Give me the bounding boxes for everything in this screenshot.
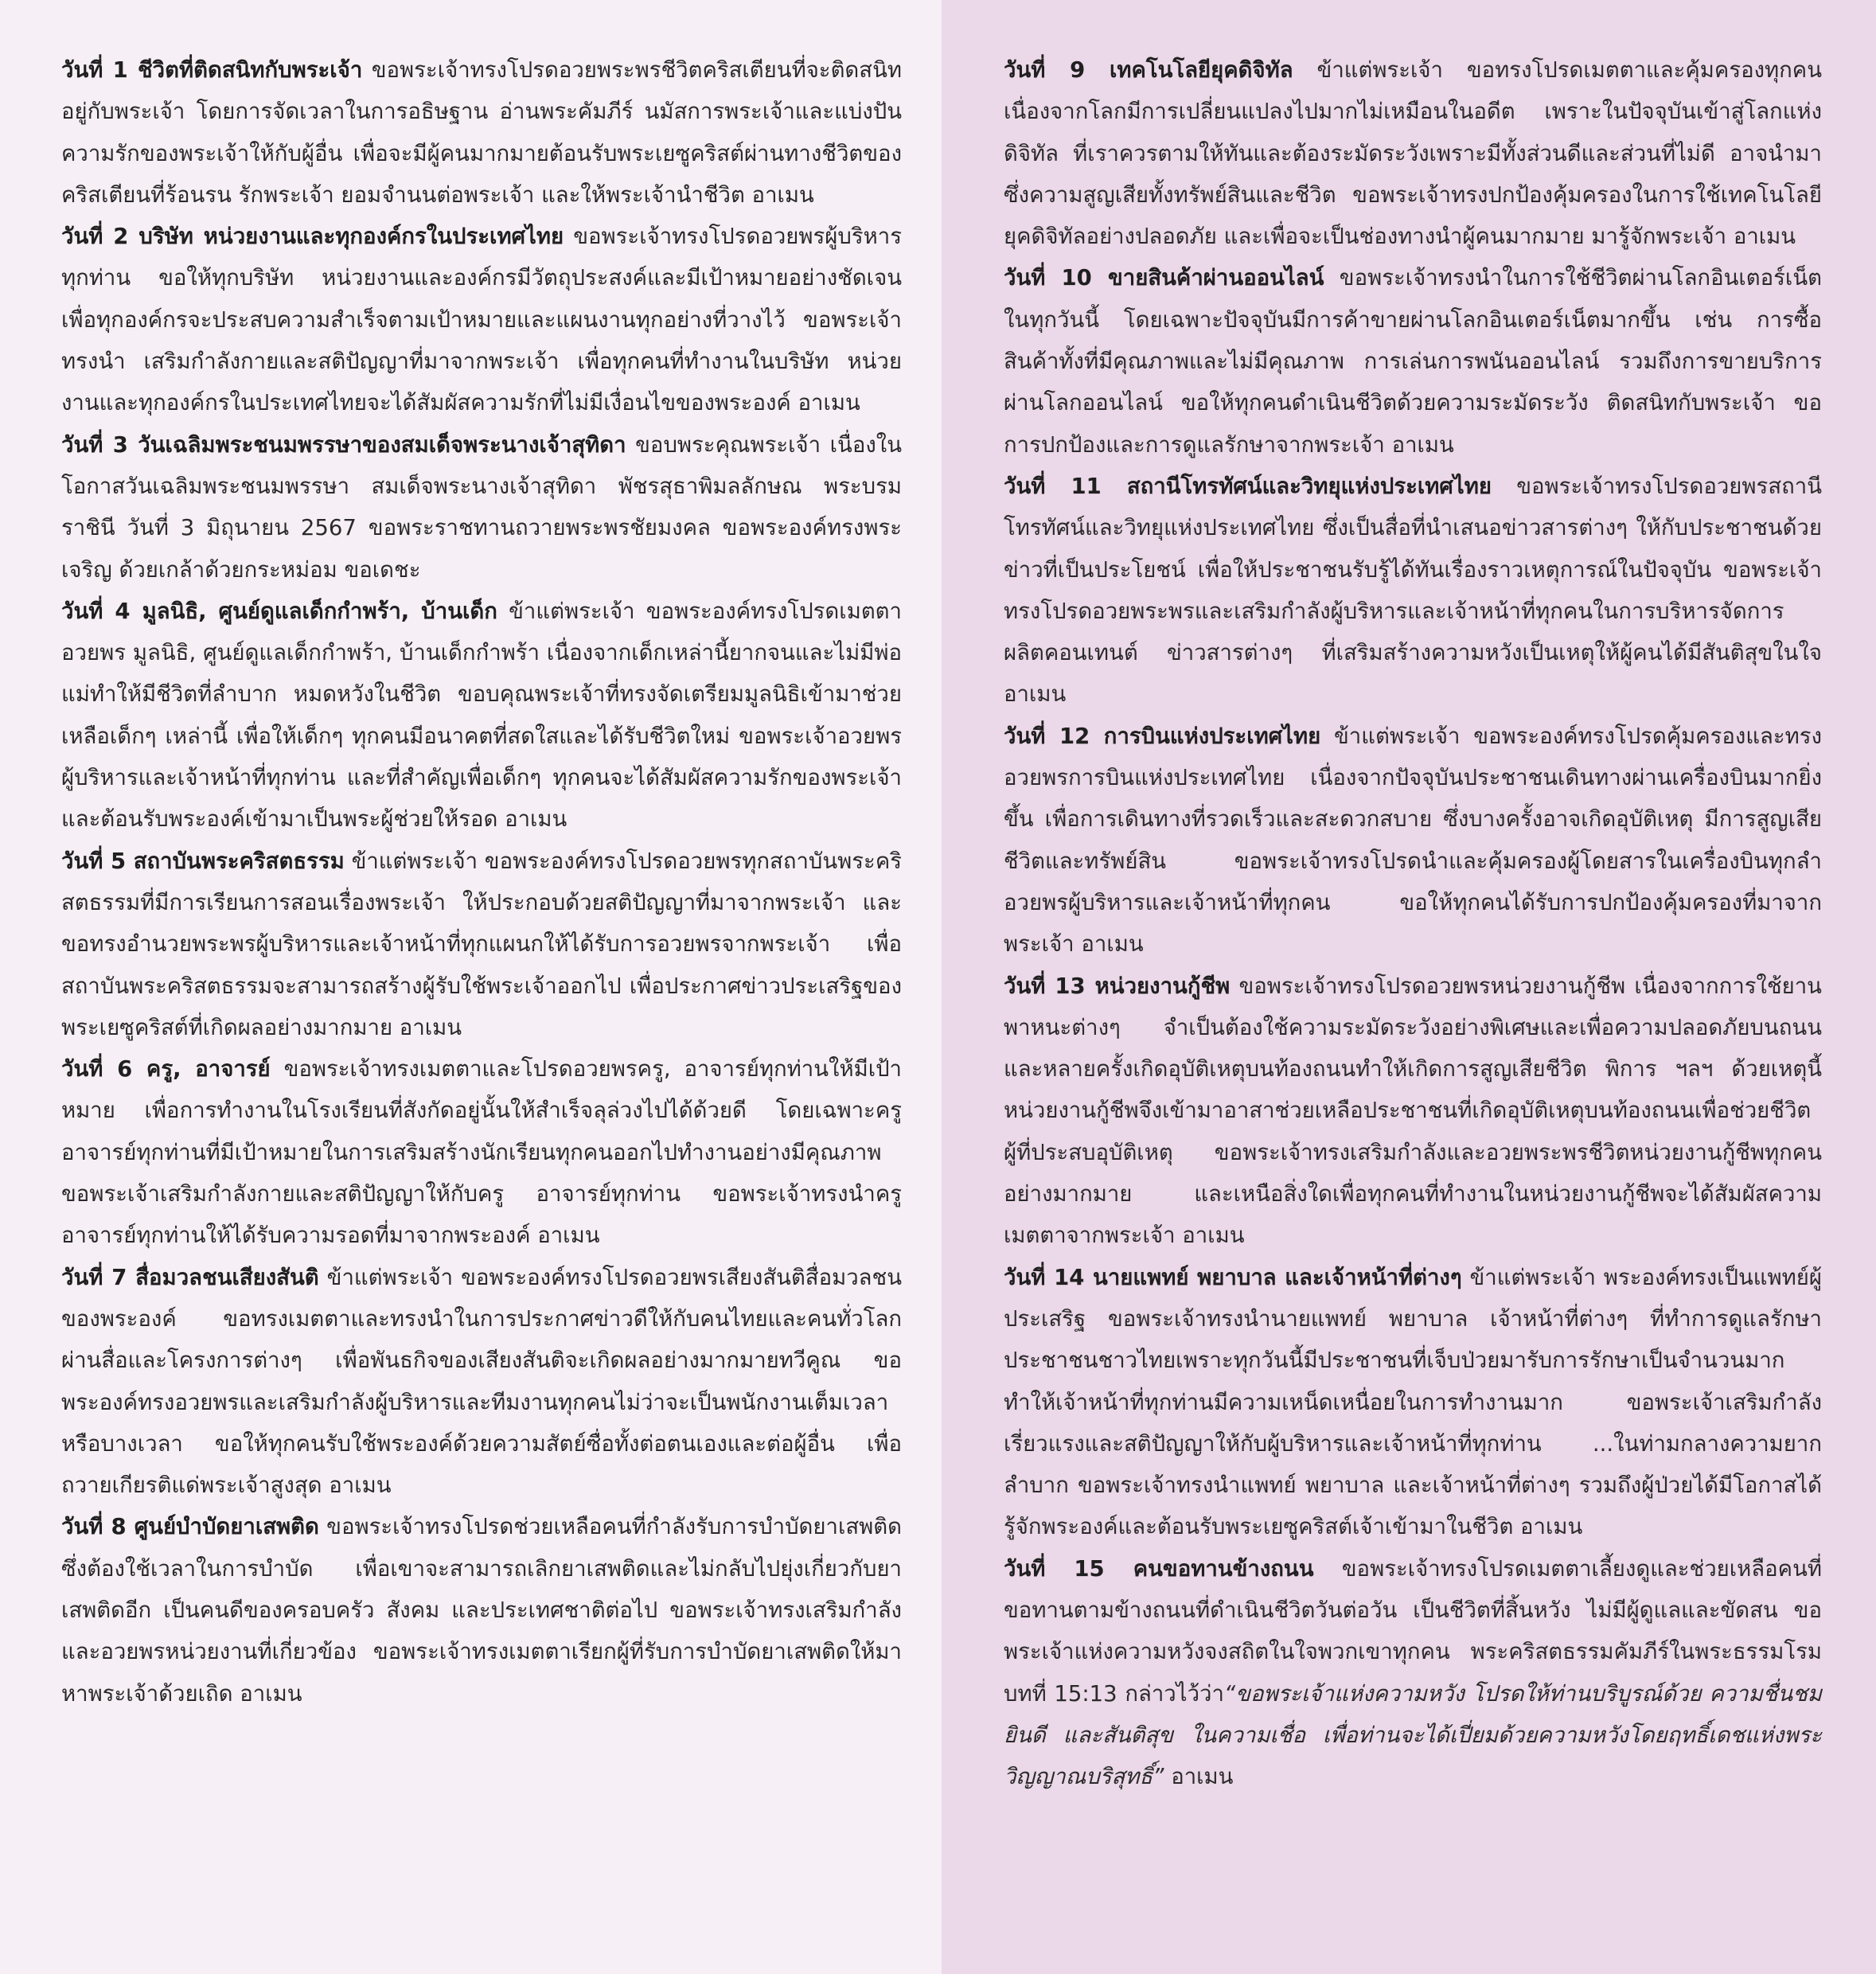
- day-text: ขอพระเจ้าทรงโปรดอวยพระพรชีวิตคริสเตียนที่จะติดสนิทอยู่กับพระเจ้า โดยการจัดเวลาในการอธิษฐาน อ่านพระคัมภีร์ นมัสการพระเจ้าและแบ่งปันความรักของพระเจ้าให้กับผู้อื่น เพื่อจะมีผู้คนมากมายต้อนรับพระเยซูคริสต์ผ่านทางชีวิตของคริสเตียนที่ร้อนรน รักพระเจ้า ยอมจำนนต่อพระเจ้า และให้พระเจ้านำชีวิต อาเมน: [61, 57, 903, 208]
- day-text: ขอบพระคุณพระเจ้า เนื่องในโอกาสวันเฉลิมพระชนมพรรษา สมเด็จพระนางเจ้าสุทิดา พัชรสุธาพิมลลักษณ พระบรมราชินี วันที่ 3 มิถุนายน 2567 ขอพระราชทานถวายพระพรชัยมงคล ขอพระองค์ทรงพระเจริญ ด้วยเกล้าด้วยกระหม่อม ขอเดชะ: [61, 431, 902, 583]
- day-text: ขอพระเจ้าทรงโปรดอวยพรผู้บริหารทุกท่าน ขอให้ทุกบริษัท หน่วยงานและองค์กรมีวัตถุประสงค์และมีเป้าหมายอย่างชัดเจน เพื่อทุกองค์กรจะประสบความสำเร็จตามเป้าหมายและแผนงานทุกอย่างที่วางไว้ ขอพระเจ้าทรงนำ เสริมกำลังกายและสติปัญญาที่มาจากพระเจ้า เพื่อทุกคนที่ทำงานในบริษัท หน่วยงานและทุกองค์กรในประเทศไทยจะได้สัมผัสความรักที่ไม่มีเงื่อนไขของพระองค์ อาเมน: [61, 224, 902, 416]
- day-heading: วันที่ 15 คนขอทานข้างถนน: [1004, 1555, 1314, 1582]
- day-text: ข้าแต่พระเจ้า ขอพระองค์ทรงโปรดอวยพรเสียงสันติสื่อมวลชนของพระองค์ ขอทรงเมตตาและทรงนำในการประกาศข่าวดีให้กับคนไทยและคนทั่วโลกผ่านสื่อและโครงการต่างๆ เพื่อพันธกิจของเสียงสันติจะเกิดผลอย่างมากมายทวีคูณ ขอพระองค์ทรงอวยพรและเสริมกำลังผู้บริหารและทีมงานทุกคนไม่ว่าจะเป็นพนักงานเต็มเวลาหรือบางเวลา ขอให้ทุกคนรับใช้พระองค์ด้วยความสัตย์ซื่อทั้งต่อตนเองและต่อผู้อื่น เพื่อถวายเกียรติแด่พระเจ้าสูงสุด อาเมน: [61, 1264, 902, 1499]
- day-closing: อาเมน: [1171, 1764, 1234, 1790]
- day-heading: วันที่ 5 สถาบันพระคริสตธรรม: [61, 848, 345, 874]
- day-heading: วันที่ 3 วันเฉลิมพระชนมพรรษาของสมเด็จพระนางเจ้าสุทิดา: [61, 431, 626, 458]
- prayer-entry-day-9: [1004, 49, 1822, 257]
- prayer-entry-day-11: [1004, 466, 1822, 716]
- prayer-entry-day-4: [61, 591, 902, 841]
- prayer-entry-day-3: [61, 424, 902, 591]
- day-text: ข้าแต่พระเจ้า พระองค์ทรงเป็นแพทย์ผู้ประเสริฐ ขอพระเจ้าทรงนำนายแพทย์ พยาบาล เจ้าหน้าที่ต่างๆ ที่ทำการดูแลรักษาประชาชนชาวไทยเพราะทุกวันนี้มีประชาชนที่เจ็บป่วยมารับการรักษาเป็นจำนวนมาก ทำให้เจ้าหน้าที่ทุกท่านมีความเหน็ดเหนื่อยในการทำงานมาก ขอพระเจ้าเสริมกำลังเรี่ยวแรงและสติปัญญาให้กับผู้บริหารและเจ้าหน้าที่ทุกท่าน ...ในท่ามกลางความยากลำบาก ขอพระเจ้าทรงนำแพทย์ พยาบาล และเจ้าหน้าที่ต่างๆ รวมถึงผู้ป่วยได้มีโอกาสได้รู้จักพระองค์และต้อนรับพระเยซูคริสต์เจ้าเข้ามาในชีวิต อาเมน: [1004, 1264, 1822, 1540]
- day-text: ขอพระเจ้าทรงโปรดเมตตาเลี้ยงดูและช่วยเหลือคนที่ขอทานตามข้างถนนที่ดำเนินชีวิตวันต่อวัน เป็นชีวิตที่สิ้นหวัง ไม่มีผู้ดูแลและขัดสน ขอพระเจ้าแห่งความหวังจงสถิตในใจพวกเขาทุกคน พระคริสตธรรมคัมภีร์ในพระธรรมโรม บทที่ 15:13 กล่าวไว้ว่า: [1004, 1555, 1822, 1707]
- day-heading: วันที่ 14 นายแพทย์ พยาบาล และเจ้าหน้าที่ต่างๆ: [1004, 1264, 1462, 1290]
- day-heading: วันที่ 8 ศูนย์บำบัดยาเสพติด: [61, 1514, 319, 1540]
- day-heading: วันที่ 1 ชีวิตที่ติดสนิทกับพระเจ้า: [61, 57, 363, 83]
- day-text: ข้าแต่พระเจ้า ขอทรงโปรดเมตตาและคุ้มครองทุกคนเนื่องจากโลกมีการเปลี่ยนแปลงไปมากไม่เหมือนในอดีต เพราะในปัจจุบันเข้าสู่โลกแห่งดิจิทัล ที่เราควรตามให้ทันและต้องระมัดระวังเพราะมีทั้งส่วนดีและส่วนที่ไม่ดี อาจนำมาซึ่งความสูญเสียทั้งทรัพย์สินและชีวิต ขอพระเจ้าทรงปกป้องคุ้มครองในการใช้เทคโนโลยียุคดิจิทัลอย่างปลอดภัย และเพื่อจะเป็นช่องทางนำผู้คนมากมาย มารู้จักพระเจ้า อาเมน: [1004, 57, 1823, 250]
- prayer-entry-day-10: [1004, 257, 1822, 465]
- prayer-entry-day-8: [61, 1506, 902, 1714]
- day-text: ขอพระเจ้าทรงนำในการใช้ชีวิตผ่านโลกอินเตอร์เน็ตในทุกวันนี้ โดยเฉพาะปัจจุบันมีการค้าขายผ่านโลกอินเตอร์เน็ตมากขึ้น เช่น การซื้อสินค้าทั้งที่มีคุณภาพและไม่มีคุณภาพ การเล่นการพนันออนไลน์ รวมถึงการขายบริการผ่านโลกออนไลน์ ขอให้ทุกคนดำเนินชีวิตด้วยความระมัดระวัง ติดสนิทกับพระเจ้า ขอการปกป้องและการดูแลรักษาจากพระเจ้า อาเมน: [1004, 265, 1822, 458]
- prayer-entry-day-2: [61, 216, 902, 423]
- day-heading: วันที่ 10 ขายสินค้าผ่านออนไลน์: [1004, 265, 1324, 291]
- day-text: ขอพระเจ้าทรงโปรดอวยพรหน่วยงานกู้ชีพ เนื่องจากการใช้ยานพาหนะต่างๆ จำเป็นต้องใช้ความระมัดระวังอย่างพิเศษและเพื่อความปลอดภัยบนถนน และหลายครั้งเกิดอุบัติเหตุบนท้องถนนทำให้เกิดการสูญเสียชีวิต พิการ ฯลฯ ด้วยเหตุนี้ หน่วยงานกู้ชีพจึงเข้ามาอาสาช่วยเหลือประชาชนที่เกิดอุบัติเหตุบนท้องถนนเพื่อช่วยชีวิตผู้ที่ประสบอุบัติเหตุ ขอพระเจ้าทรงเสริมกำลังและอวยพระพรชีวิตหน่วยงานกู้ชีพทุกคนอย่างมากมาย และเหนือสิ่งใดเพื่อทุกคนที่ทำงานในหน่วยงานกู้ชีพจะได้สัมผัสความเมตตาจากพระเจ้า อาเมน: [1004, 973, 1822, 1249]
- day-text: ขอพระเจ้าทรงโปรดช่วยเหลือคนที่กำลังรับการบำบัดยาเสพติด ซึ่งต้องใช้เวลาในการบำบัด เพื่อเขาจะสามารถเลิกยาเสพติดและไม่กลับไปยุ่งเกี่ยวกับยาเสพติดอีก เป็นคนดีของครอบครัว สังคม และประเทศชาติต่อไป ขอพระเจ้าทรงเสริมกำลังและอวยพรหน่วยงานที่เกี่ยวข้อง ขอพระเจ้าทรงเมตตาเรียกผู้ที่รับการบำบัดยาเสพติดให้มาหาพระเจ้าด้วยเถิด อาเมน: [61, 1514, 902, 1707]
- prayer-entry-day-5: [61, 841, 902, 1048]
- day-text: ข้าแต่พระเจ้า ขอพระองค์ทรงโปรดอวยพรทุกสถาบันพระคริสตธรรมที่มีการเรียนการสอนเรื่องพระเจ้า ให้ประกอบด้วยสติปัญญาที่มาจากพระเจ้า และขอทรงอำนวยพระพรผู้บริหารและเจ้าหน้าที่ทุกแผนกให้ได้รับการอวยพรจากพระเจ้า เพื่อสถาบันพระคริสตธรรมจะสามารถสร้างผู้รับใช้พระเจ้าออกไป เพื่อประกาศข่าวประเสริฐของพระเยซูคริสต์ที่เกิดผลอย่างมากมาย อาเมน: [61, 848, 902, 1040]
- day-heading: วันที่ 7 สื่อมวลชนเสียงสันติ: [61, 1264, 319, 1290]
- day-heading: วันที่ 2 บริษัท หน่วยงานและทุกองค์กรในประเทศไทย: [61, 224, 564, 250]
- day-heading: วันที่ 4 มูลนิธิ, ศูนย์ดูแลเด็กกำพร้า, บ้านเด็ก: [61, 598, 497, 624]
- day-text: ขอพระเจ้าทรงโปรดอวยพรสถานีโทรทัศน์และวิทยุแห่งประเทศไทย ซึ่งเป็นสื่อที่นำเสนอข่าวสารต่างๆ ให้กับประชาชนด้วยข่าวที่เป็นประโยชน์ เพื่อให้ประชาชนรับรู้ได้ทันเรื่องราวเหตุการณ์ในปัจจุบัน ขอพระเจ้าทรงโปรดอวยพระพรและเสริมกำลังผู้บริหารและเจ้าหน้าที่ทุกคนในการบริหารจัดการ ผลิตคอนเทนต์ ข่าวสารต่างๆ ที่เสริมสร้างความหวังเป็นเหตุให้ผู้คนได้มีสันติสุขในใจ อาเมน: [1004, 473, 1822, 708]
- bible-quote: “ขอพระเจ้าแห่งความหวัง โปรดให้ท่านบริบูรณ์ด้วย ความชื่นชมยินดี และสันติสุข ในความเชื่อ เพื่อท่านจะได้เปี่ยมด้วยความหวังโดยฤทธิ์เดชแห่งพระวิญญาณบริสุทธิ์”: [1004, 1680, 1822, 1790]
- prayer-entry-day-12: [1004, 716, 1822, 966]
- day-heading: วันที่ 11 สถานีโทรทัศน์และวิทยุแห่งประเทศไทย: [1004, 473, 1492, 499]
- day-heading: วันที่ 12 การบินแห่งประเทศไทย: [1004, 723, 1321, 749]
- prayer-entry-day-15: [1004, 1548, 1822, 1798]
- prayer-entry-day-7: [61, 1257, 902, 1507]
- day-heading: วันที่ 13 หน่วยงานกู้ชีพ: [1004, 973, 1231, 999]
- day-heading: วันที่ 9 เทคโนโลยียุคดิจิทัล: [1004, 57, 1293, 83]
- prayer-entry-day-6: [61, 1048, 902, 1256]
- right-column: [942, 0, 1876, 1974]
- prayer-entry-day-13: [1004, 966, 1822, 1257]
- prayer-entry-day-1: [61, 49, 902, 216]
- day-heading: วันที่ 6 ครู, อาจารย์: [61, 1056, 271, 1083]
- day-text: ข้าแต่พระเจ้า ขอพระองค์ทรงโปรดเมตตาอวยพร มูลนิธิ, ศูนย์ดูแลเด็กกำพร้า, บ้านเด็กกำพร้า เนื่องจากเด็กเหล่านี้ยากจนและไม่มีพ่อแม่ทำให้มีชีวิตที่ลำบาก หมดหวังในชีวิต ขอบคุณพระเจ้าที่ทรงจัดเตรียมมูลนิธิเข้ามาช่วยเหลือเด็กๆ เหล่านี้ เพื่อให้เด็กๆ ทุกคนมีอนาคตที่สดใสและได้รับชีวิตใหม่ ขอพระเจ้าอวยพรผู้บริหารและเจ้าหน้าที่ทุกท่าน และที่สำคัญเพื่อเด็กๆ ทุกคนจะได้สัมผัสความรักของพระเจ้าและต้อนรับพระองค์เข้ามาเป็นพระผู้ช่วยให้รอด อาเมน: [61, 598, 902, 833]
- day-text: ขอพระเจ้าทรงเมตตาและโปรดอวยพรครู, อาจารย์ทุกท่านให้มีเป้าหมาย เพื่อการทำงานในโรงเรียนที่สังกัดอยู่นั้นให้สำเร็จลุล่วงไปได้ด้วยดี โดยเฉพาะครู อาจารย์ทุกท่านที่มีเป้าหมายในการเสริมสร้างนักเรียนทุกคนออกไปทำงานอย่างมีคุณภาพ ขอพระเจ้าเสริมกำลังกายและสติปัญญาให้กับครู อาจารย์ทุกท่าน ขอพระเจ้าทรงนำครู อาจารย์ทุกท่านให้ได้รับความรอดที่มาจากพระองค์ อาเมน: [61, 1056, 902, 1249]
- day-text: ข้าแต่พระเจ้า ขอพระองค์ทรงโปรดคุ้มครองและทรงอวยพรการบินแห่งประเทศไทย เนื่องจากปัจจุบันประชาชนเดินทางผ่านเครื่องบินมากยิ่งขึ้น เพื่อการเดินทางที่รวดเร็วและสะดวกสบาย ซึ่งบางครั้งอาจเกิดอุบัติเหตุ มีการสูญเสียชีวิตและทรัพย์สิน ขอพระเจ้าทรงโปรดนำและคุ้มครองผู้โดยสารในเครื่องบินทุกลำ อวยพรผู้บริหารและเจ้าหน้าที่ทุกคน ขอให้ทุกคนได้รับการปกป้องคุ้มครองที่มาจากพระเจ้า อาเมน: [1004, 723, 1823, 958]
- prayer-entry-day-14: [1004, 1257, 1822, 1548]
